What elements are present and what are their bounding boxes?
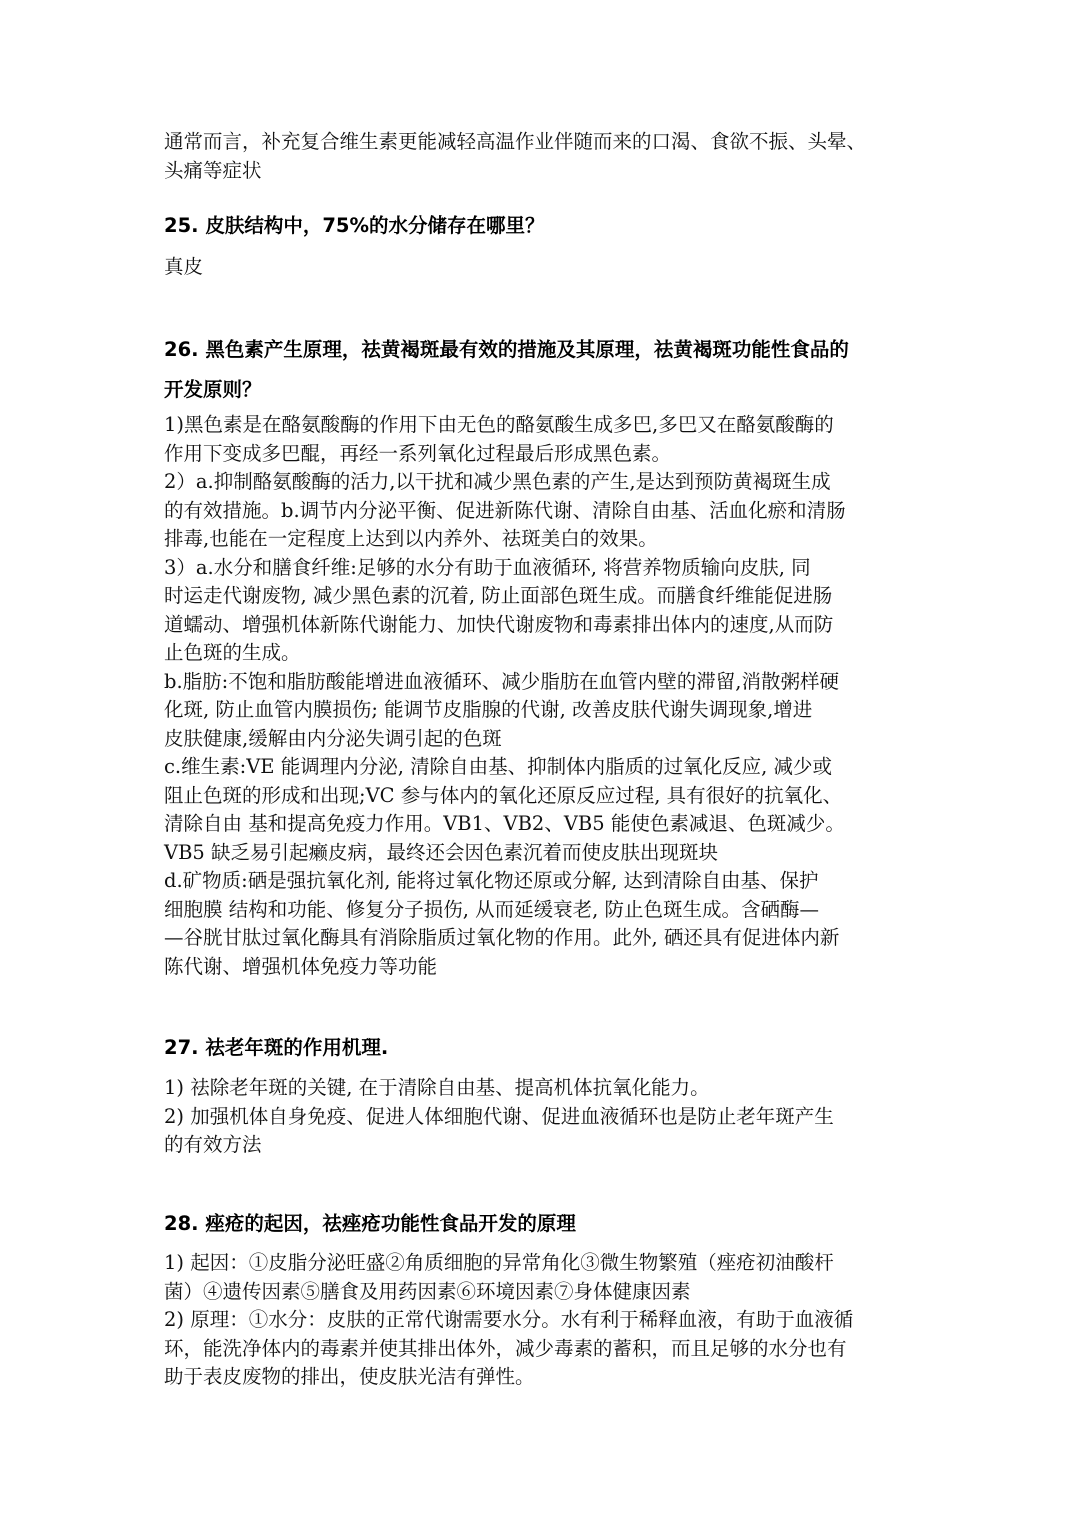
text-line: 的有效措施。b.调节内分泌平衡、促进新陈代谢、清除自由基、活血化瘀和清肠 bbox=[164, 498, 846, 522]
text-line: 助于表皮废物的排出，使皮肤光洁有弹性。 bbox=[164, 1365, 535, 1388]
question-28-heading: 28. 痤疮的起因，祛痤疮功能性食品开发的原理 bbox=[164, 1212, 576, 1235]
heading-line: 开发原则？ bbox=[164, 378, 262, 401]
text-line: 的有效方法 bbox=[164, 1133, 262, 1156]
text-line: 1) 祛除老年斑的关键, 在于清除自由基、提高机体抗氧化能力。 bbox=[164, 1076, 710, 1099]
text-line: 时运走代谢废物, 减少黑色素的沉着, 防止面部色斑生成。而膳食纤维能促进肠 bbox=[164, 584, 833, 607]
question-25-heading: 25. 皮肤结构中，75%的水分储存在哪里？ bbox=[164, 214, 545, 237]
text-line: 化斑, 防止血管内膜损伤; 能调节皮脂腺的代谢, 改善皮肤代谢失调现象,增进 bbox=[164, 698, 813, 721]
text-line: 道蠕动、增强机体新陈代谢能力、加快代谢废物和毒素排出体内的速度,从而防 bbox=[164, 612, 834, 636]
text-line: 1) 起因：①皮脂分泌旺盛②角质细胞的异常角化③微生物繁殖（痤疮初油酸杆 bbox=[164, 1251, 834, 1274]
question-25-answer: 真皮 bbox=[164, 255, 204, 278]
text-line: 止色斑的生成。 bbox=[164, 641, 301, 664]
question-26-heading bbox=[164, 330, 924, 410]
text-line: 阻止色斑的形成和出现;VC 参与体内的氧化还原反应过程, 具有很好的抗氧化、 bbox=[164, 783, 843, 807]
question-26-answer bbox=[164, 411, 924, 981]
text-line: 细胞膜 结构和功能、修复分子损伤, 从而延缓衰老, 防止色斑生成。含硒酶— bbox=[164, 897, 819, 921]
text-line: 菌）④遗传因素⑤膳食及用药因素⑥环境因素⑦身体健康因素 bbox=[164, 1279, 691, 1303]
text-line: c.维生素:VE 能调理内分泌, 清除自由基、抑制体内脂质的过氧化反应, 减少或 bbox=[164, 755, 832, 778]
text-line: 2）a.抑制酪氨酸酶的活力,以干扰和减少黑色素的产生,是达到预防黄褐斑生成 bbox=[164, 470, 831, 493]
text-line: VB5 缺乏易引起癞皮病，最终还会因色素沉着而使皮肤出现斑块 bbox=[164, 840, 719, 864]
intro-paragraph bbox=[164, 128, 924, 185]
text-line: 1)黑色素是在酪氨酸酶的作用下由无色的酪氨酸生成多巴,多巴又在酪氨酸酶的 bbox=[164, 413, 834, 436]
question-27-answer bbox=[164, 1074, 924, 1160]
question-27-heading: 27. 祛老年斑的作用机理. bbox=[164, 1036, 389, 1059]
text-line: 清除自由 基和提高免疫力作用。VB1、VB2、VB5 能使色素减退、色斑减少。 bbox=[164, 812, 845, 835]
text-line: 排毒,也能在一定程度上达到以内养外、祛斑美白的效果。 bbox=[164, 527, 658, 550]
text-line: 皮肤健康,缓解由内分泌失调引起的色斑 bbox=[164, 726, 502, 750]
text-line: 环，能洗净体内的毒素并使其排出体外，减少毒素的蓄积，而且足够的水分也有 bbox=[164, 1336, 847, 1360]
text-line: —谷胱甘肽过氧化酶具有消除脂质过氧化物的作用。此外, 硒还具有促进体内新 bbox=[164, 926, 840, 949]
text-line: d.矿物质:硒是强抗氧化剂, 能将过氧化物还原或分解, 达到清除自由基、保护 bbox=[164, 869, 819, 892]
heading-line: 26. 黑色素产生原理，祛黄褐斑最有效的措施及其原理，祛黄褐斑功能性食品的 bbox=[164, 338, 849, 361]
question-28-answer bbox=[164, 1249, 924, 1392]
text-line: 作用下变成多巴醌，再经一系列氧化过程最后形成黑色素。 bbox=[164, 441, 672, 465]
text-line: 陈代谢、增强机体免疫力等功能 bbox=[164, 954, 438, 978]
text-line: 通常而言，补充复合维生素更能减轻高温作业伴随而来的口渴、食欲不振、头晕、 bbox=[164, 130, 867, 153]
text-line: 2) 加强机体自身免疫、促进人体细胞代谢、促进血液循环也是防止老年斑产生 bbox=[164, 1104, 834, 1128]
text-line: b.脂肪:不饱和脂肪酸能增进血液循环、减少脂肪在血管内壁的滞留,消散粥样硬 bbox=[164, 669, 839, 693]
text-line: 2) 原理：①水分：皮肤的正常代谢需要水分。水有利于稀释血液，有助于血液循 bbox=[164, 1308, 854, 1331]
text-line: 头痛等症状 bbox=[164, 158, 262, 182]
text-line: 3）a.水分和膳食纤维:足够的水分有助于血液循环, 将营养物质输向皮肤, 同 bbox=[164, 555, 811, 579]
